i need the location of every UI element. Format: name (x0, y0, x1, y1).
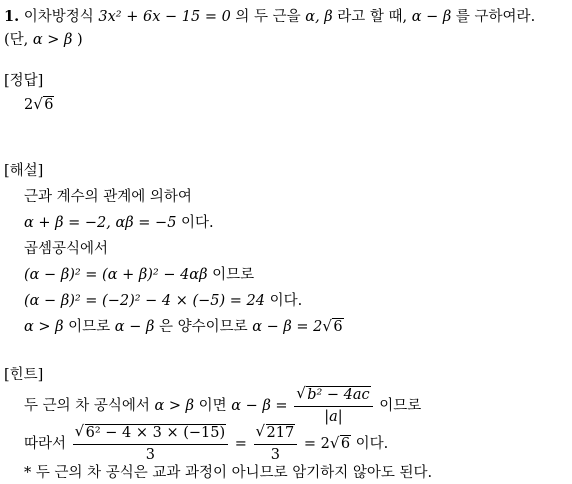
hint-line-2-fraction-1 (73, 424, 229, 464)
solution-line-6-math-b: α − β (114, 319, 155, 335)
answer-value (24, 96, 54, 114)
hint-line-1-text-a: 두 근의 차 공식에서 (24, 398, 150, 414)
solution-line-6-math-a: α > β (24, 319, 64, 335)
solution-line-4 (24, 266, 254, 284)
solution-line-6 (24, 318, 344, 336)
solution-line-6-math-c: α − β = 2 (252, 319, 323, 335)
hint-line-1-denominator: |a| (324, 409, 343, 425)
sqrt-symbol (322, 318, 343, 336)
solution-line-5-text: 이다. (269, 293, 303, 309)
problem-equation: 3x² + 6x − 15 = 0 (98, 9, 231, 25)
hint-line-2-radicand: 6 (340, 436, 351, 452)
hint-line-2-equals: = (234, 436, 247, 452)
hint-line-2-fraction-2 (254, 424, 298, 464)
hint-line-2-numerator-2: 217 (266, 425, 295, 441)
hint-line-1-math-a: α > β (154, 398, 195, 414)
answer-coef: 2 (24, 97, 34, 113)
solution-header: [해설] (4, 163, 44, 179)
solution-line-2 (24, 214, 214, 232)
problem-text-d: 를 구하여라. (455, 9, 536, 25)
solution-line-6-text-a: 이므로 (68, 319, 111, 335)
solution-line-4-text: 이므로 (212, 267, 255, 283)
problem-text-c: 라고 할 때, (337, 9, 408, 25)
solution-line-4-math: (α − β)² = (α + β)² − 4αβ (24, 267, 208, 283)
answer-radicand: 6 (44, 97, 54, 113)
hint-line-1-numerator: b² − 4ac (307, 387, 370, 403)
problem-expr: α − β (411, 9, 452, 25)
hint-line-2-denominator-1: 3 (145, 447, 156, 463)
solution-line-6-radicand: 6 (333, 319, 343, 335)
hint-line-1-math-b: α − β = (231, 398, 288, 414)
condition-close: ) (77, 32, 83, 48)
problem-number: 1. (4, 8, 20, 25)
problem-alpha-beta: α, β (305, 9, 333, 25)
hint-header: [힌트] (4, 367, 44, 383)
hint-line-2-numerator-1: 6² − 4 × 3 × (−15) (85, 425, 226, 441)
sqrt-symbol (330, 422, 351, 466)
hint-line-2-text-a: 따라서 (24, 436, 67, 452)
solution-line-6-text-b: 은 양수이므로 (158, 319, 248, 335)
solution-line-2-math: α + β = −2, αβ = −5 (24, 215, 177, 231)
sqrt-symbol (296, 386, 370, 404)
hint-line-1-text-c: 이므로 (379, 398, 422, 414)
hint-line-3: * 두 근의 차 공식은 교과 과정이 아니므로 암기하지 않아도 된다. (24, 465, 433, 481)
solution-line-5 (24, 292, 302, 310)
condition-open: (단, (4, 32, 29, 48)
solution-line-2-text: 이다. (181, 215, 214, 231)
condition-math: α > β (32, 32, 73, 48)
sqrt-symbol (75, 424, 227, 442)
hint-line-1-fraction (294, 386, 372, 426)
hint-line-1-text-b: 이면 (198, 398, 227, 414)
hint-line-2-text-b: 이다. (355, 436, 389, 452)
answer-header: [정답] (4, 73, 44, 89)
problem-text-a: 이차방정식 (23, 9, 94, 25)
problem-condition (4, 31, 83, 49)
solution-line-5-math: (α − β)² = (−2)² − 4 × (−5) = 24 (24, 293, 266, 309)
solution-line-1: 근과 계수의 관계에 의하여 (24, 189, 192, 205)
hint-line-2-denominator-2: 3 (270, 447, 280, 463)
problem-text-b: 의 두 근을 (235, 9, 301, 25)
sqrt-symbol (256, 424, 296, 442)
hint-line-2-equals-2: = 2 (303, 436, 330, 452)
hint-line-2 (24, 422, 388, 466)
solution-line-3: 곱셈공식에서 (24, 241, 109, 257)
sqrt-symbol (33, 96, 54, 114)
problem-statement (4, 8, 535, 26)
